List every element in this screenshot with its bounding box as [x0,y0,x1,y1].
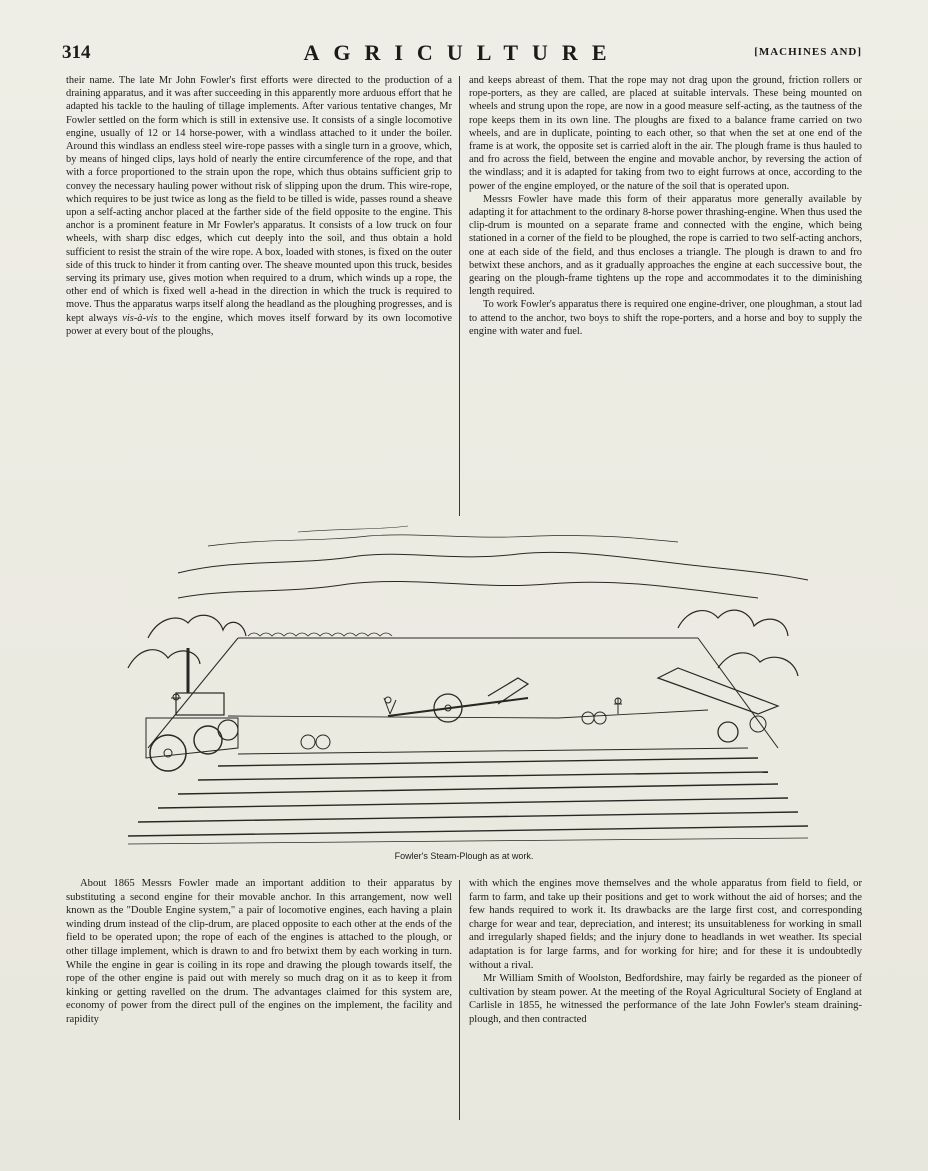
column-rule-bottom [459,880,460,1120]
paragraph: About 1865 Messrs Fowler made an important addition to their apparatus by substituting a second engine for their movable anchor. In this arrangement, now well known as the "Double Engine system," a pair of locomotive engines, each having a plain winding drum instead of the clip-drum, are placed opposite to each other at the ends of the field to be operated upon; the rope of each of the engines is attached to the plough, or other tillage implement, which is drawn to and fro betwixt them by each working in turn. While the engine in gear is coiling in its rope and drawing the plough towards itself, the rope of the other engine is paid out with merely so much drag on it as to keep it from kinking or getting ravelled on the drum. The advantages claimed for this system are, economy of power from the direct pull of the engines on the implement, the facility and rapidity [66,878,452,1025]
column-rule-top [459,76,460,516]
italic-term: vis-à-vis [122,312,158,324]
column-bottom-left [66,877,452,1027]
page-number: 314 [62,42,91,63]
paragraph [66,74,452,338]
running-section: [MACHINES AND] [754,46,862,58]
steam-plough-illustration [118,518,818,848]
paragraph: Mr William Smith of Woolston, Bedfordshire, may fairly be regarded as the pioneer of cultivation by steam power. At the meeting of the Royal Agricultural Society of England at Carlisle in 1855, he witnessed the performance of the late John Fowler's steam draining-plough, and then contracted [469,973,862,1025]
running-title: AGRICULTURE [303,40,621,65]
figure-caption: Fowler's Steam-Plough as at work. [394,851,534,861]
column-bottom-right [469,877,862,1027]
paragraph: with which the engines move themselves and the whole apparatus from field to field, or farm to farm, and take up their positions and get to work without the aid of horses; and the few hands required to work it. Its drawbacks are the large first cost, and corresponding charge for wear and tear, depreciation, and interest; its unsuitableness for working in small and irregularly shaped fields; and the injury done to headlands in wet weather. Its special adaptation is for large farms, and for working for hire; and for these it is undoubtedly without a rival. [469,878,862,971]
column-top-left [66,74,452,338]
paragraph: and keeps abreast of them. That the rope may not drag upon the ground, friction rollers or rope-porters, as they are called, are placed at suitable intervals. These being mounted on wheels and strung upon the rope, are now in a good measure self-acting, as the tautness of the rope keeps them in its own line. The ploughs are fixed to a balance frame carried on two wheels, and are in duplicate, pointing to each other, so that when the set at one end of the frame is at work, the opposite set is carried aloft in the air. The plough frame is thus hauled to and fro across the field, between the engine and movable anchor, by reversing the action of the windlass; and it is adapted for taking from two to eight furrows at once, according to the power of the engine employed, or the nature of the soil that is operated upon. [469,75,862,192]
paragraph-text: their name. The late Mr John Fowler's first efforts were directed to the production of a draining apparatus, and it was after succeeding in this apparently more arduous effort that he adapted his tackle to the hauling of tillage implements. After various tentative changes, Mr Fowler settled on the form which is still in extensive use. It consists of a single locomotive engine, usually of 12 or 14 horse-power, with a windlass attached to it under the boiler. Around this windlass an endless steel wire-rope passes with a single turn in a groove, which, by means of hinged clips, lays hold of nearly the entire circumference of the rope, and that with a force proportioned to the strain upon the rope, which thus obtains sufficient grip to convey the necessary hauling power without risk of slipping upon the drum. This wire-rope, which requires to be just twice as long as the field to be tilled is wide, passes round a sheave upon a self-acting anchor placed at the farther side of the field opposite to the engine. This anchor is a prominent feature in Mr Fowler's apparatus. It consists of a low truck on four wheels, with sharp disc edges, which cut deeply into the soil, and thus obtain a hold sufficient to resist the strain of the wire rope. A box, loaded with stones, is fixed on the outer side of this truck to hinder it from canting over. The sheave mounted upon this truck, besides serving its primary use, gives motion when required to a drum, which winds up a rope, the other end of which is fixed well a-head in the direction in which the truck is required to move. Thus the apparatus warps itself along the headland as the ploughing progresses, and is kept always [66,75,452,324]
paragraph: Messrs Fowler have made this form of their apparatus more generally available by adapting it for attachment to the ordinary 8-horse power thrashing-engine. When thus used the clip-drum is mounted on a separate frame and connected with the engine, which being stationed in a corner of the field to be ploughed, the rope is carried to two self-acting anchors, one at each side of the field, and thus encloses a triangle. The plough is drawn to and fro betwixt these anchors, and as it gradually approaches the engine at each successive bout, the gearing on the plough-frame tightens up the rope and accommodates it to the diminishing length required. [469,193,862,298]
paragraph: To work Fowler's apparatus there is required one engine-driver, one ploughman, a stout lad to attend to the anchor, two boys to shift the rope-porters, and a horse and boy to supply the engine with water and fuel. [469,299,862,337]
paragraph-text: to the engine, which moves itself forward by its own locomotive power at every bout of the ploughs, [66,312,452,337]
column-top-right [469,74,862,338]
page-header [62,40,862,70]
